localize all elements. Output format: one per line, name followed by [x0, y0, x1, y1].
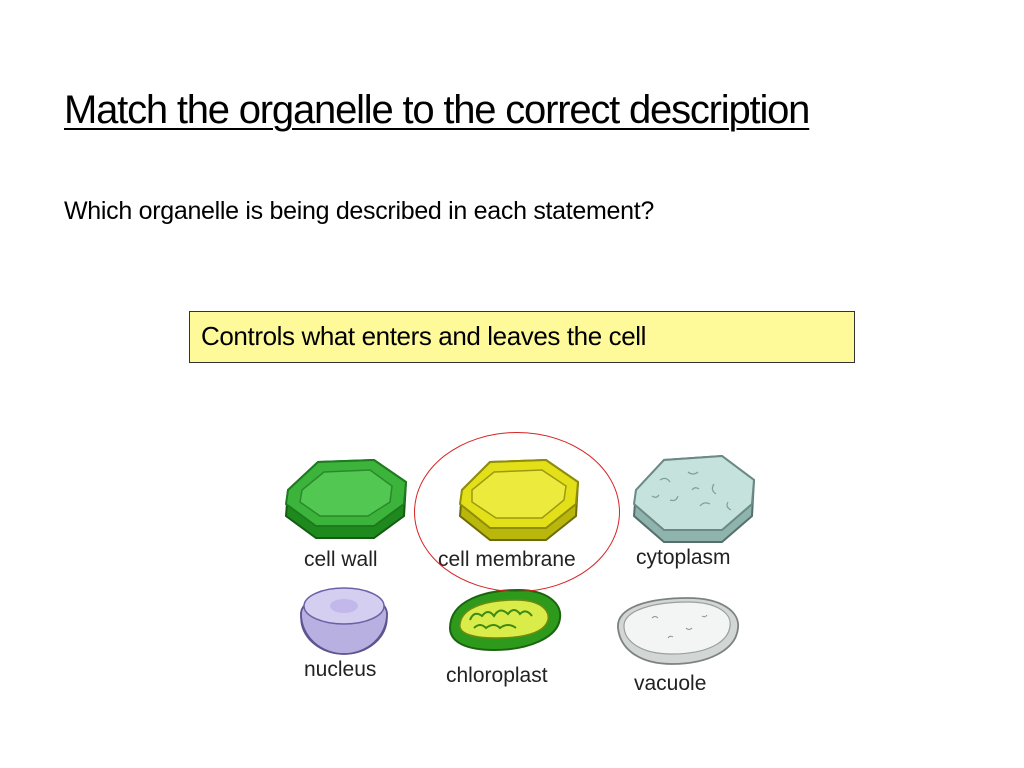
organelle-label: chloroplast [446, 664, 548, 687]
organelle-label: nucleus [304, 658, 377, 681]
cytoplasm-icon [630, 450, 758, 546]
chloroplast-icon [444, 588, 564, 652]
nucleus-icon [298, 584, 390, 658]
cell-wall-icon [278, 452, 412, 544]
organelle-label: cell wall [304, 548, 378, 571]
vacuole-icon [612, 592, 744, 668]
page-title: Match the organelle to the correct description [64, 88, 810, 132]
question-text: Which organelle is being described in each statement? [64, 197, 655, 225]
organelle-label: cytoplasm [636, 546, 731, 569]
organelle-label: cell membrane [438, 548, 576, 571]
selection-highlight-ring [414, 432, 620, 592]
organelle-label: vacuole [634, 672, 707, 695]
statement-box: Controls what enters and leaves the cell [189, 311, 855, 363]
